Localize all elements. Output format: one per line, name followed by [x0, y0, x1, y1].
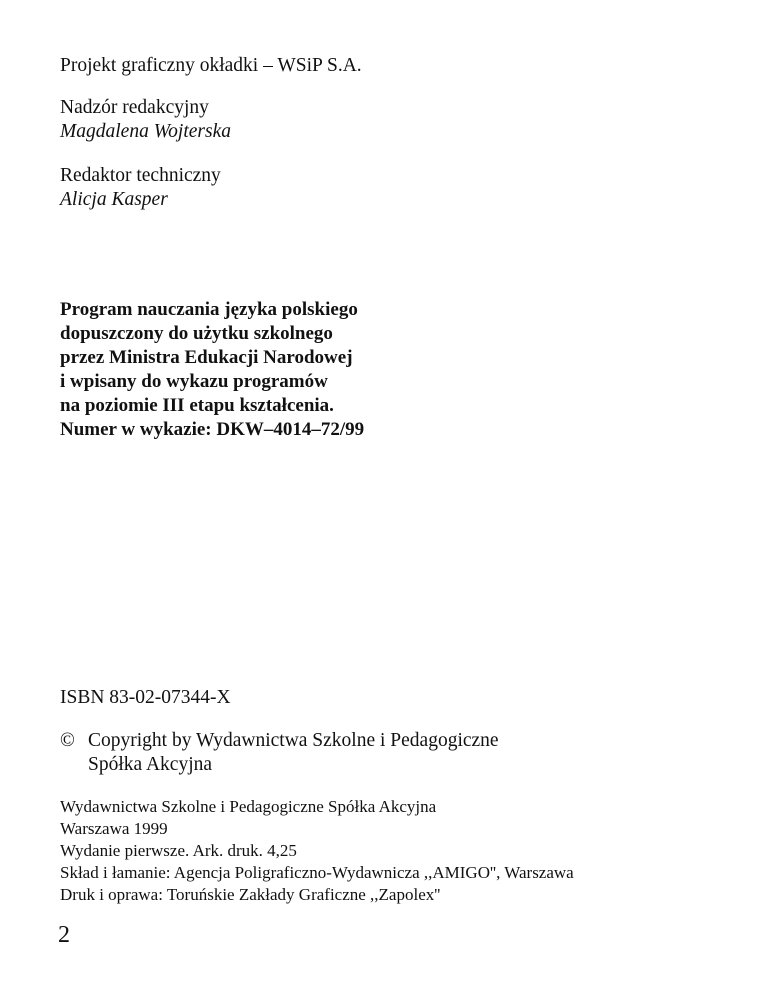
approval-line: i wpisany do wykazu programów	[60, 371, 328, 392]
imprint-line: Skład i łamanie: Agencja Poligraficzno-Wydawnicza ,,AMIGO'', Warszawa	[60, 863, 574, 882]
editorial-supervision-name: Magdalena Wojterska	[60, 121, 231, 142]
approval-line: Numer w wykazie: DKW–4014–72/99	[60, 419, 365, 440]
approval-line: na poziomie III etapu kształcenia.	[60, 395, 334, 416]
copyright-line: Copyright by Wydawnictwa Szkolne i Pedagogiczne	[88, 730, 499, 751]
imprint-line: Warszawa 1999	[60, 819, 168, 838]
copyright-icon: ©	[60, 730, 75, 751]
copyright-line: Spółka Akcyjna	[88, 754, 213, 775]
imprint-line: Druk i oprawa: Toruńskie Zakłady Graficzne ,,Zapolex''	[60, 885, 441, 904]
approval-line: dopuszczony do użytku szkolnego	[60, 323, 333, 344]
page-number: 2	[58, 922, 70, 948]
imprint-line: Wydanie pierwsze. Ark. druk. 4,25	[60, 841, 297, 860]
isbn: ISBN 83-02-07344-X	[60, 687, 231, 708]
imprint-line: Wydawnictwa Szkolne i Pedagogiczne Spółka Akcyjna	[60, 797, 437, 816]
cover-design-credit: Projekt graficzny okładki – WSiP S.A.	[60, 55, 362, 76]
technical-editor-name: Alicja Kasper	[60, 189, 168, 210]
approval-line: Program nauczania języka polskiego	[60, 299, 358, 320]
editorial-supervision-label: Nadzór redakcyjny	[60, 97, 209, 118]
technical-editor-label: Redaktor techniczny	[60, 165, 221, 186]
approval-line: przez Ministra Edukacji Narodowej	[60, 347, 353, 368]
